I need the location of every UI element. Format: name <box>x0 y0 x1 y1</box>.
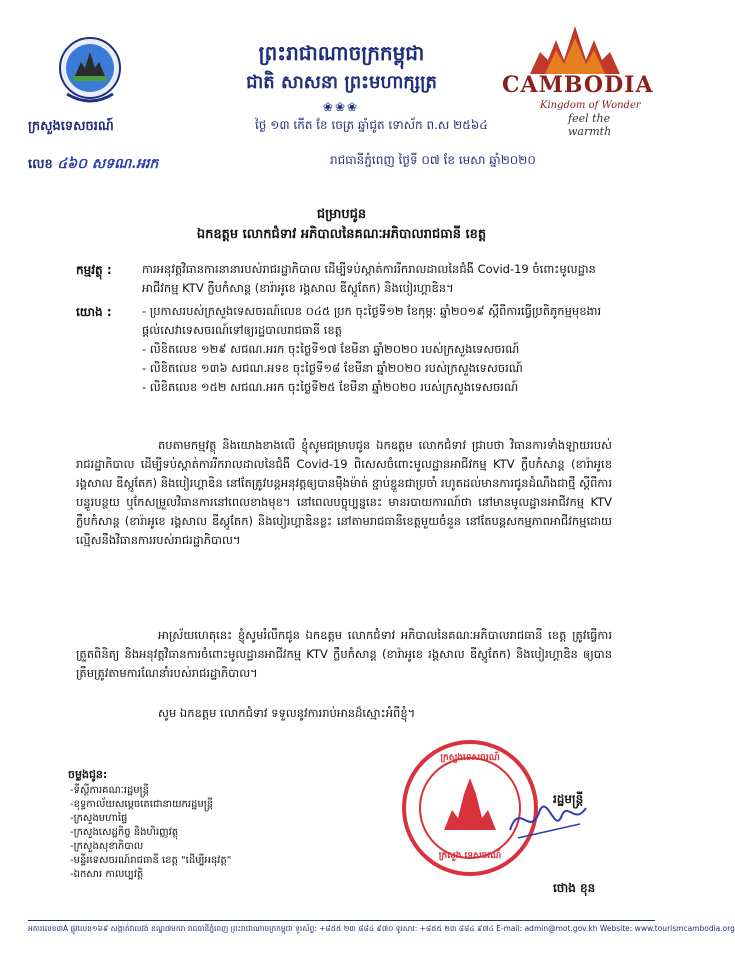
reference-list <box>142 302 612 397</box>
solar-date: រាជធានីភ្នំពេញ ថ្ងៃទី ០៧ ខែ មេសា ឆ្នាំ២០២០ <box>330 153 536 167</box>
stamp-bottom-text: ក្រសួង ទេសចរណ៍ <box>438 851 502 861</box>
lunar-date: ថ្ងៃ ១៣ កើត ខែ ចេត្រ ឆ្នាំជូត ទោស័ក ព.ស ២៥៦៤ <box>255 118 488 132</box>
ornament-separator: ❀❀❀ <box>322 100 360 114</box>
footer-divider <box>28 920 655 921</box>
cc-item: -ក្រសួងសេដ្ឋកិច្ច និងហិរញ្ញវត្ថុ <box>70 827 179 838</box>
subject-text: ការអនុវត្តវិធានការនានារបស់រាជរដ្ឋាភិបាល ដើម្បីទប់ស្កាត់ការរីករាលដាលនៃជំងឺ Covid-19 ចំពោះមូលដ្ឋានអាជីវកម្ម KTV ក្លឹបកំសាន្ត (ខារ៉ាអូខេ រង្គសាល ឌីស្កូតែក) និងបៀរហ្គាឌិន។ <box>142 262 596 295</box>
body-paragraph-1: តបតាមកម្មវត្ថុ និងយោងខាងលើ ខ្ញុំសូមជម្រាបជូន ឯកឧត្តម លោកជំទាវ ជ្រាបថា វិធានការទាំងឡាយរបស់រាជរដ្ឋាភិបាល ដើម្បីទប់ស្កាត់ការរីករាលដាលនៃជំងឺ Covid-19 ពិសេសចំពោះមូលដ្ឋានអាជីវកម្ម KTV ក្លឹបកំសាន្ត (ខារ៉ាអូខេ រង្គសាល ឌីស្កូតែក) និងបៀរហ្គាឌិន នៅតែត្រូវបន្តអនុវត្តឲ្យបានម៉ឹងម៉ាត់ ខ្ជាប់ខ្ជួនជាប្រចាំ រហូតដល់មានការជូនដំណឹងជាថ្មី ស្តីពីការបន្ធូរបន្ថយ ឬកែសម្រួលវិធានការនៅពេលខាងមុខ។ នៅពេលបច្ចុប្បន្ននេះ មានរបាយការណ៍ថា នៅមានមូលដ្ឋានអាជីវកម្ម KTV ក្លឹបកំសាន្ត (ខារ៉ាអូខេ រង្គសាល ឌីស្កូតែក) និងបៀរហ្គាឌិនខ្លះ នៅតាមរាជធានីខេត្តមួយចំនួន នៅតែបន្តសកម្មភាពអាជីវកម្មដោយល្មើសនឹងវិធានការរបស់រាជរដ្ឋាភិបាល។ <box>76 438 612 547</box>
brand-name: CAMBODIA <box>502 72 654 98</box>
motto: ជាតិ សាសនា ព្រះមហាក្សត្រ <box>246 72 437 93</box>
cc-list <box>70 784 231 882</box>
ministry-name: ក្រសួងទេសចរណ៍ <box>28 119 114 134</box>
body-paragraph-2: អាស្រ័យហេតុនេះ ខ្ញុំសូមរំលឹកជូន ឯកឧត្តម លោកជំទាវ អភិបាលនៃគណៈអភិបាលរាជធានី ខេត្ត ត្រូវធ្វើការត្រួតពិនិត្យ និងអនុវត្តវិធានការចំពោះមូលដ្ឋានអាជីវកម្ម KTV ក្លឹបកំសាន្ត (ខារ៉ាអូខេ រង្គសាល ឌីស្កូតែក) និងបៀរហ្គាឌិន ឲ្យបានត្រឹមត្រូវតាមការណែនាំរបស់រាជរដ្ឋាភិបាល។ <box>76 628 612 680</box>
cc-item: -ក្រសួងមហាផ្ទៃ <box>70 813 128 824</box>
closing-line: សូម ឯកឧត្តម លោកជំទាវ ទទួលនូវការរាប់អានដ៏ស្មោះអំពីខ្ញុំ។ <box>158 706 416 720</box>
ministry-logo-icon <box>55 32 125 116</box>
reference-item: - លិខិតលេខ ១៥២ សជណ.អរក ចុះថ្ងៃទី២៥ ខែមីនា ឆ្នាំ២០២០ របស់ក្រសួងទេសចរណ៍ <box>142 380 518 394</box>
reference-list-label: យោង : <box>76 305 112 319</box>
reference-label: លេខ <box>28 157 53 172</box>
stamp-temple-icon <box>444 778 496 830</box>
brand-tagline: Kingdom of Wonder <box>540 100 641 111</box>
salutation-heading: ជម្រាបជូន <box>316 207 367 222</box>
reference-number <box>28 154 158 175</box>
reference-item: - ប្រកាសរបស់ក្រសួងទេសចរណ៍លេខ ០៤៥ ប្រក ចុះថ្ងៃទី១២ ខែកុម្ភៈ ឆ្នាំ២០១៩ ស្តីពីការធ្វើប្រតិភូកម្មមុខងារផ្តល់សេវាទេសចរណ៍ទៅឲ្យរដ្ឋបាលរាជធានី ខេត្ត <box>142 304 602 337</box>
cc-item: -មន្ទីរទេសចរណ៍រាជធានី ខេត្ត "ដើម្បីអនុវត្ត" <box>70 855 232 866</box>
brand-slogan: feel the warmth <box>568 112 612 138</box>
footer-contact: អគារលេខ៣A ផ្លូវលេខ១៦៩ សង្កាត់វាលវង់ ខណ្ឌ៧មករា រាជធានីភ្នំពេញ ព្រះរាជាណាចក្រកម្ពុជា ទូរស័ព្ទ: +៨៥៥ ២៣ ៨៨៤ ៩៧០ ទូរសារ: +៨៥៥ ២៣ ៨៨៤ ៩៧៤ E-mail: admin@mot.gov.kh Website: www.tourismcambodia.org <box>28 924 735 933</box>
kingdom-title: ព្រះរាជាណាចក្រកម្ពុជា <box>258 41 425 65</box>
cambodia-brand-logo <box>500 22 654 138</box>
cc-item: -ឯកសារ កាលប្បវត្តិ <box>70 869 144 880</box>
cc-item: -ខុទ្ទកាល័យសម្តេចតេជោនាយករដ្ឋមន្ត្រី <box>70 799 214 810</box>
signatory-title: រដ្ឋមន្ត្រី <box>553 792 584 806</box>
signatory-name: ថោង ខុន <box>553 881 596 895</box>
subject-label: កម្មវត្ថុ : <box>76 263 112 277</box>
reference-value: ៤៦០ សទណ.អរក <box>57 156 159 172</box>
reference-item: - លិខិតលេខ ១៣៦ សជណ.អទខ ចុះថ្ងៃទី១៨ ខែមីនា ឆ្នាំ២០២០ របស់ក្រសួងទេសចរណ៍ <box>142 361 523 375</box>
cc-item: -ក្រសួងសុខាភិបាល <box>70 841 144 852</box>
cc-title: ចម្លងជូន: <box>68 768 108 781</box>
cc-item: -ទីស្តីការគណៈរដ្ឋមន្ត្រី <box>70 785 149 796</box>
reference-item: - លិខិតលេខ ១២៩ សជណ.អរក ចុះថ្ងៃទី១៧ ខែមីនា ឆ្នាំ២០២០ របស់ក្រសួងទេសចរណ៍ <box>142 342 520 356</box>
angkor-temple-icon <box>500 22 650 74</box>
recipient-line: ឯកឧត្តម លោកជំទាវ អភិបាលនៃគណៈអភិបាលរាជធានី ខេត្ត <box>196 227 487 242</box>
stamp-top-text: ក្រសួងទេសចរណ៍ <box>440 753 500 763</box>
